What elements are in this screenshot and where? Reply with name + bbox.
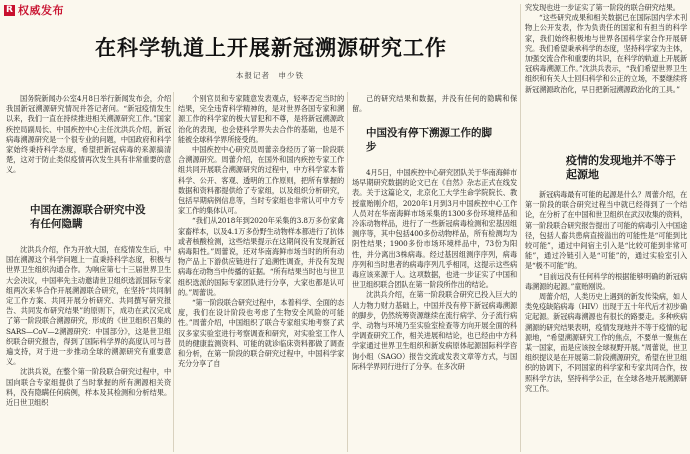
paragraph: “我们从2018年到2020年采集的3.8万多份家禽家畜样本，以及4.1万多份野生动物样本都进行了抗体或者核酸检测，这些结果提示在这期间没有发现新冠病毒阳性。”周蕾说，还对华南海鲜市场当时的所有动物产品上下游供应链进行了追溯性调查，并没有发现病毒在动物当中传播的证据。“所有结果当时也与世卫组织选派的国际专家团队进行分享，大家也都是认可的。”周蕾说。: [178, 216, 344, 297]
column-divider: [347, 92, 348, 452]
paragraph: 沈洪兵介绍，在第一阶段联合研究已投入巨大的人力物力财力基础上，中国并没有停下新冠病毒溯源的脚步，仍然统筹资源继续在流行病学、分子流行病学、动物与环境乃至实验室检查等方向开展全面的科学调查研究工作，相关进展和结论，也已经由中方科学家通过世界卫生组织和新发病原体起源国际科学咨询小组（SAGO）报告交流或发表文章等方式，与国际科学界同行进行了分享。在多次研: [352, 290, 517, 371]
paragraph: “目前远没有任何科学的根据能够明确的新冠病毒溯源的起源。”童贻刚说。: [525, 271, 687, 291]
column-divider: [173, 92, 174, 452]
paragraph: 沈洪兵说，在整个第一阶段联合研究过程中，中国向联合专家组提供了当时掌握的所有溯源相关资料，没有隐瞒任何病例，样本及其检测和分析结果。近日世卫组织: [6, 367, 171, 408]
column-2: [178, 94, 344, 369]
paragraph: 4月5日，中国疾控中心研究团队关于华南海鲜市场早期研究数据的论文已在《自然》杂志正式在线发表。关于这篇论文，北京化工大学生命学院院长、教授童贻刚介绍，2020年1月到3月中国疾控中心工作人员对在华南海鲜市场采集的1300多份环境样品和冷冻动物样品，进行了一些新冠病毒检测和宏基因组测序等，其中包括400多份动物样品，所有检测均为阴性结果；1900多份市场环境样品中，73份为阳性，并分离出3株病毒。经过基因组测序序列，病毒序列和当时患者的病毒序列几乎相同，这提示这些病毒应该来源于人。这项数据，也进一步证实了中国和世卫组织联合团队在第一阶段所作出的结论。: [352, 168, 517, 290]
subheading-2: 中国没有停下溯源工作的脚步: [366, 127, 492, 153]
paragraph: “第一阶段联合研究过程中，本着科学、全面的态度，我们在设计阶段也考虑了生物安全风险的可能性。”周蕾介绍，中国组织了联合专家组实地考察了武汉多家实验室进行考察调查和研究，对实验室工作人员的健康监测资料、可能的就诊临床资料都做了调查和分析，在第一阶段的联合研究过程中，中国科学家充分分享了自: [178, 298, 344, 369]
subheading-1: 中国在溯源联合研究中没有任何隐瞒: [30, 204, 146, 230]
section-tag-logo: R: [4, 5, 15, 16]
column-3-cont: [352, 168, 517, 372]
paragraph: 究发现也进一步证实了第一阶段的联合研究结果。: [525, 3, 680, 12]
byline: 本报记者 申少铁: [236, 71, 304, 80]
column-4-cont: [525, 190, 687, 394]
section-tag-label: 权威发布: [18, 4, 64, 17]
headline: 在科学轨道上开展新冠溯源研究工作: [95, 36, 447, 60]
column-3: [352, 94, 517, 114]
subheading-3: 疫情的发现地并不等于起源地: [566, 154, 676, 181]
column-1-cont: [6, 245, 171, 408]
paragraph: 国务院新闻办公室4月8日举行新闻发布会，介绍我国新冠溯源研究情况并答记者问。“新冠疫情发生以来，我们一直在持续推进相关溯源研究工作。”国家疾控局副局长、中国疾控中心主任沈洪兵介绍，新冠病毒溯源研究是一个很专业的问题，中国政府和科学家始终秉持科学态度，希望把新冠病毒的来源搞清楚，这对于防止类似疫情再次发生具有非常重要的意义。: [6, 94, 171, 175]
column-1: [6, 94, 171, 176]
column-divider: [520, 4, 521, 452]
paragraph: 周蕾介绍，人类历史上遇到的新发传染病，如人类免疫缺陷病毒（HIV）出现于五十年代后才初步确定起源。新冠病毒溯源也有很长的路要走。多种疾病溯源的研究结果表明，疫情发现地并不等于疫情的起源地，“希望溯源研究工作的焦点，不要单一聚焦在某一国家，而是应该按全球视野开展。”周蕾说，世卫组织提议是在开展第二阶段溯源研究，希望在世卫组织的协调下，不同国家的科学家和专家共同合作，按照科学方法，坚持科学公正，在全球各地开展溯源研究工作。: [525, 292, 687, 393]
paragraph: “这些研究成果和相关数据已在国际国内学术刊物上公开发表，作为负责任的国家和有担当的科学家，我们始终积极地与世界各国科学家合作开展研究。我们希望秉承科学的态度，坚持科学家为主体，加强交流合作和重要的共识，在科学的轨道上开展新冠病毒溯源工作。”沈洪兵表示，“我们希望世界卫生组织和有关人士回归科学和公正的立场，不要继续将新冠溯源政治化，早日把新冠溯源政治化的工具。”: [525, 13, 687, 94]
paragraph: 个别官员和专家随意发表观点，轻率否定当时的结果，完全违背科学精神的，是对世界各国专家和溯源工作的科学家的极大冒犯和不尊，是将新冠溯源政治化的表现，也会使科学界失去合作的基础，也是不能被全球科学界所接受的。: [178, 94, 344, 144]
paragraph: 沈洪兵介绍，作为开放大国，在疫情发生后，中国在溯源这个科学问题上一直秉持科学态度，积极与世界卫生组织沟通合作。为响应第七十三届世界卫生大会决议，中国率先主动邀请世卫组织选派国际专家组两次来华合作开展溯源联合研究，在坚持“共同制定工作方案、共同开展分析研究、共同撰写研究报告、共同发布研究结果”的原则下，成功在武汉完成了第一阶段联合溯源研究，形成的《世卫组织召集的SARS—CoV—2溯源研究：中国部分》，这是世卫组织联合研究报告，得到了国际科学界的高度认可与普遍支持，对于进一步推动全球的溯源研究有重要意义。: [6, 245, 171, 367]
column-4: [525, 3, 687, 95]
section-tag: [4, 3, 64, 17]
paragraph: 新冠病毒最有可能的起源是什么？周蕾介绍，在第一阶段的联合研究过程当中就已经得到了一个结论，在分析了在中国和世卫组织在武汉收集的资料，第一阶段联合研究报告提出了可能的病毒引入中国途径，包括人畜共患病直接溢出的可能性是“可能到比较可能”，通过中间宿主引入是“比较可能到非常可能”，通过冷链引入是“可能”的，通过实验室引入是“极不可能”的。: [525, 190, 687, 271]
paragraph: 中国疾控中心研究员周蕾亲身经历了第一阶段联合溯源研究。周蕾介绍，在国外和国内疾控专家工作组共同开展联合溯源研究的过程中，中方科学家本着科学、公开、客观、透明的工作原则，把所有掌握的数据和资料都提供给了专家组，以及组织分析研究，包括早期病例信息等，当时专家组也非常认可中方专家工作的集体认可。: [178, 145, 344, 216]
paragraph: 己的研究结果和数据，并没有任何的隐瞒和保留。: [352, 94, 517, 114]
